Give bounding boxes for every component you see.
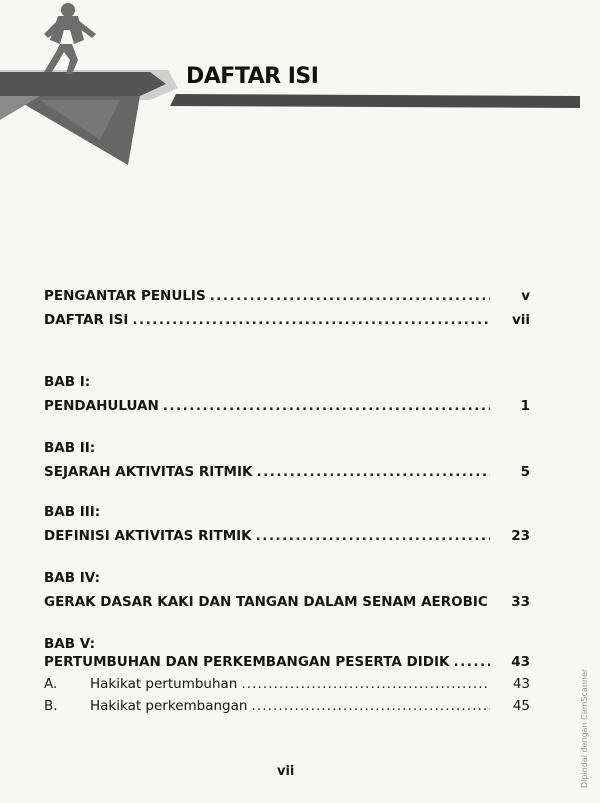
- toc-entry-daftar-isi[interactable]: [44, 312, 530, 334]
- toc-entry-bab-2[interactable]: [44, 464, 530, 486]
- toc-entry-bab-4[interactable]: [44, 594, 530, 616]
- leader-dots: [132, 312, 490, 328]
- toc-entry-page: 33: [511, 594, 530, 610]
- toc-entry-label: SEJARAH AKTIVITAS RITMIK: [44, 464, 253, 480]
- leader-dots: [251, 698, 490, 714]
- scanner-watermark: Dipindai dengan CamScanner: [580, 668, 589, 788]
- toc-entry-label: PENDAHULUAN: [44, 398, 159, 414]
- toc-entry-label: Hakikat perkembangan: [90, 698, 248, 714]
- toc-entry-page: 5: [520, 464, 530, 480]
- leader-dots: [210, 288, 490, 304]
- toc-entry-page: 23: [511, 528, 530, 544]
- leader-dots: [453, 654, 490, 670]
- toc-subentry-a[interactable]: [44, 676, 530, 698]
- leader-dots: [256, 528, 490, 544]
- page-title: DAFTAR ISI: [186, 64, 319, 89]
- subentry-letter: A.: [44, 676, 58, 692]
- toc-entry-bab-3[interactable]: [44, 528, 530, 550]
- chapter-heading: BAB I:: [44, 374, 91, 390]
- chapter-heading: BAB V:: [44, 636, 95, 652]
- footer-page-number: vii: [277, 764, 295, 779]
- toc-entry-label: DEFINISI AKTIVITAS RITMIK: [44, 528, 252, 544]
- chapter-heading: BAB II:: [44, 440, 96, 456]
- toc-entry-label: PENGANTAR PENULIS: [44, 288, 206, 304]
- chapter-heading: BAB IV:: [44, 570, 100, 586]
- toc-entry-label: DAFTAR ISI: [44, 312, 129, 328]
- toc-entry-label: GERAK DASAR KAKI DAN TANGAN DALAM SENAM AEROBIC: [44, 594, 488, 610]
- toc-entry-page: 43: [511, 654, 530, 670]
- leader-dots: [241, 676, 490, 692]
- toc-entry-page: 43: [512, 676, 530, 692]
- toc-entry-page: 1: [520, 398, 530, 414]
- title-underline-bar: [170, 94, 580, 108]
- toc-entry-pengantar[interactable]: [44, 288, 530, 310]
- chapter-heading: BAB III:: [44, 504, 101, 520]
- toc-entry-bab-5[interactable]: [44, 654, 530, 676]
- athlete-icon: [44, 3, 96, 74]
- toc-entry-label: PERTUMBUHAN DAN PERKEMBANGAN PESERTA DIDIK: [44, 654, 450, 670]
- toc-entry-page: 45: [512, 698, 530, 714]
- header-band-dark: [0, 72, 166, 96]
- toc-entry-page: vii: [511, 312, 530, 328]
- leader-dots: [256, 464, 490, 480]
- toc-subentry-b[interactable]: [44, 698, 530, 720]
- subentry-letter: B.: [44, 698, 58, 714]
- toc-entry-label: Hakikat pertumbuhan: [90, 676, 238, 692]
- leader-dots: [163, 398, 490, 414]
- header-graphic: [0, 0, 600, 180]
- toc-entry-bab-1[interactable]: [44, 398, 530, 420]
- toc-entry-page: v: [521, 288, 530, 304]
